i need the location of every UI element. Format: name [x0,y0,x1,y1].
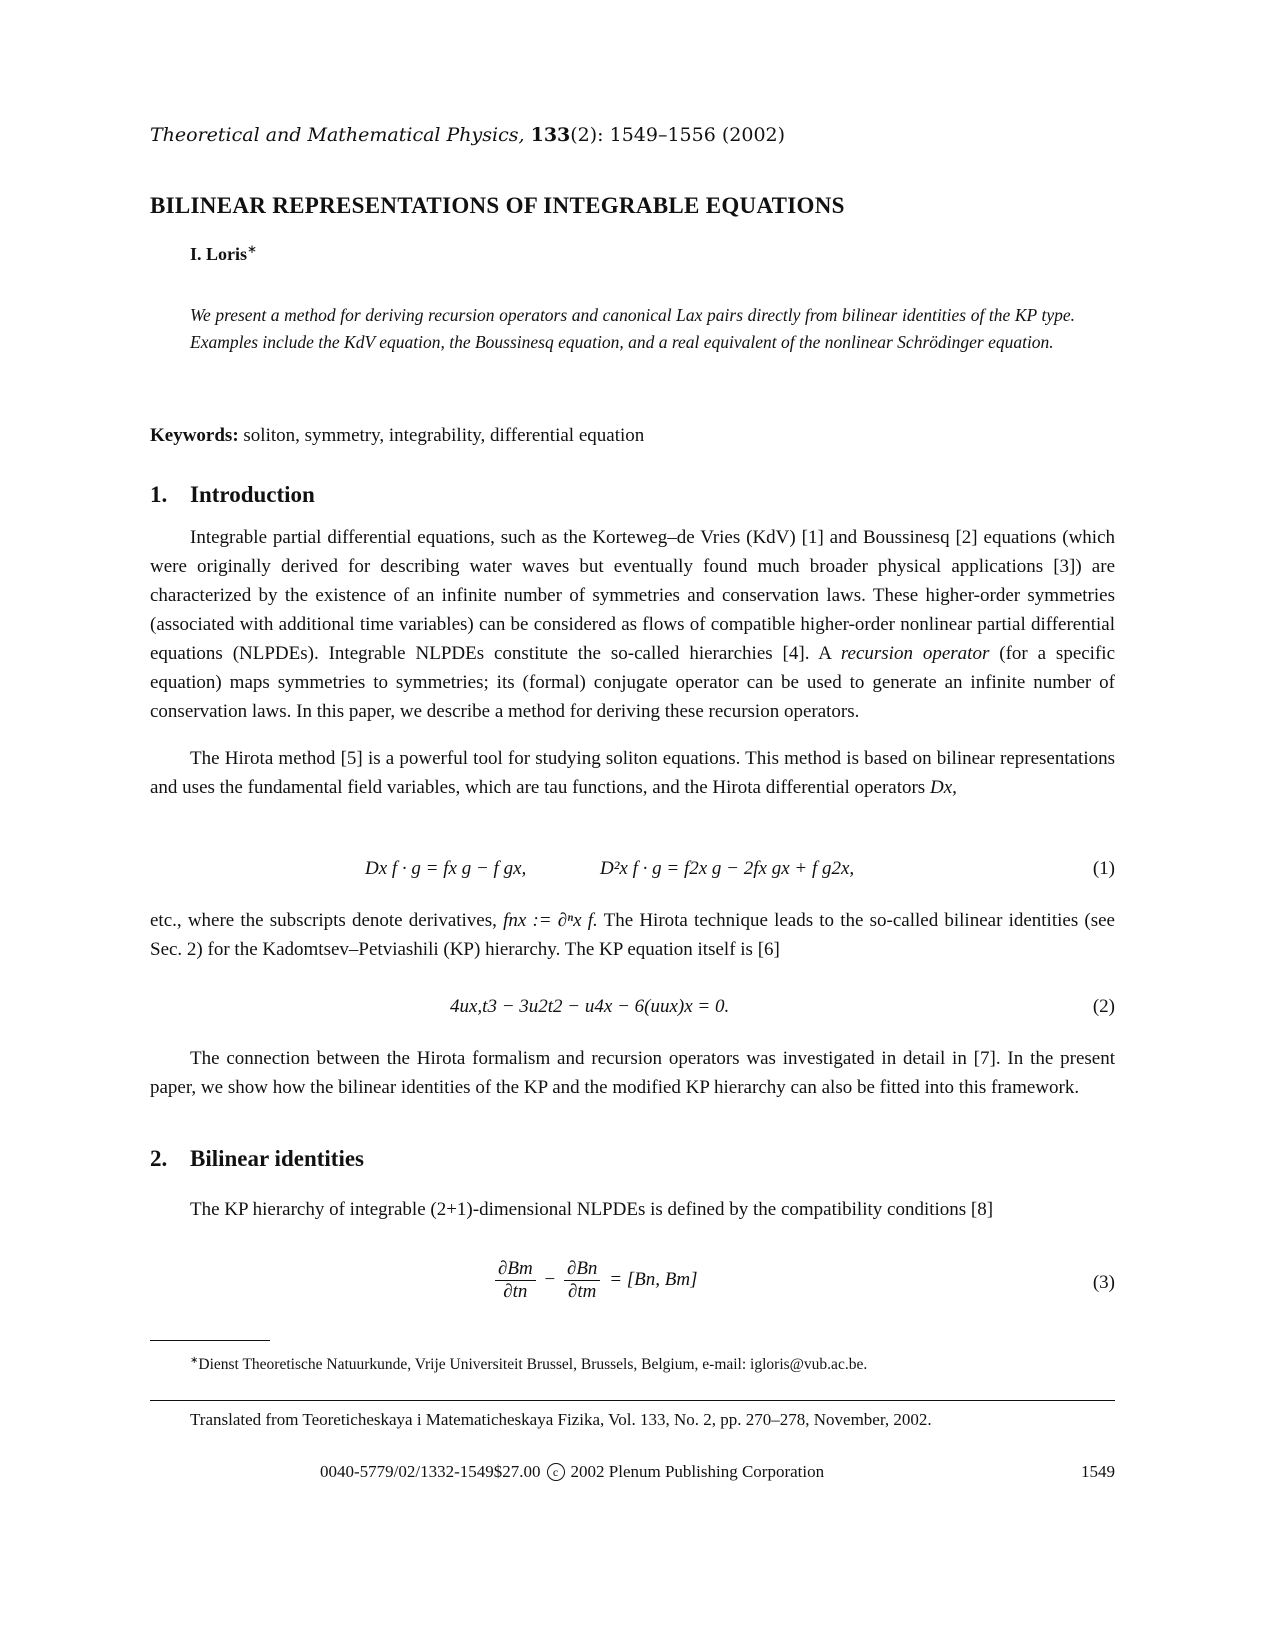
equation-2 [150,996,1115,1026]
intro-paragraph-1 [150,523,1115,726]
keywords-text: soliton, symmetry, integrability, differential equation [243,425,645,446]
equation-1-right: D²x f · g = f2x g − 2fx gx + f g2x, [600,858,855,879]
equation-3-fraction-2 [564,1258,601,1303]
journal-header [150,124,1115,146]
equation-3-fraction-1 [495,1258,536,1303]
intro-p1-text-a: Integrable partial differential equations, such as the Korteweg–de Vries (KdV) [1] and Boussinesq [2] equations (which were originally derived for describing water waves but eventually found much broader physical applications [3]) are characterized by the existence of an infinite number of symmetries and conservation laws. These higher-order symmetries (associated with additional time variables) can be considered as flows of compatible higher-order nonlinear partial differential equations (NLPDEs). Integrable NLPDEs constitute the so-called hierarchies [4]. A [150,527,1115,664]
translation-note: Translated from Teoreticheskaya i Matematicheskaya Fizika, Vol. 133, No. 2, pp. 270–278, November, 2002. [190,1410,932,1429]
equation-2-number: (2) [1092,996,1115,1017]
equation-3-den-2: ∂tm [567,1281,597,1302]
section-1-number: 1. [150,482,168,507]
equation-2-body: 4ux,t3 − 3u2t2 − u4x − 6(uux)x = 0. [450,996,730,1017]
section-2-number: 2. [150,1146,168,1171]
journal-issue-pages: (2): 1549–1556 (2002) [570,124,786,146]
intro-paragraph-2 [150,744,1115,802]
abstract: We present a method for deriving recursion operators and canonical Lax pairs directly from bilinear identities of the KP type. Examples include the KdV equation, the Boussinesq equation, and a real equivalent of the nonlinear Schrödinger equation. [190,305,1075,352]
intro-p3-text-a: etc., where the subscripts denote derivatives, [150,910,504,931]
copyright-text: 2002 Plenum Publishing Corporation [570,1462,825,1481]
keywords [150,425,1115,447]
footnote-rule [150,1340,270,1341]
equation-1 [150,858,1115,888]
bilinear-paragraph-1: The KP hierarchy of integrable (2+1)-dimensional NLPDEs is defined by the compatibility conditions [8] [190,1199,994,1220]
footnote-text: Dienst Theoretische Natuurkunde, Vrije Universiteit Brussel, Brussels, Belgium, e-mail: igloris@vub.ac.be. [198,1356,868,1374]
author [190,242,1155,265]
footnote [190,1355,867,1374]
footnote-mark: ∗ [190,1355,199,1366]
intro-p2-text: The Hirota method [5] is a powerful tool for studying soliton equations. This method is based on bilinear representations and uses the fundamental field variables, which are tau functions, and the Hirota differential operators [150,748,1115,798]
journal-volume: 133 [530,124,571,146]
author-footnote-mark[interactable]: ∗ [247,242,258,256]
intro-paragraph-4: The connection between the Hirota formalism and recursion operators was investigated in detail in [7]. In the present paper, we show how the bilinear identities of the KP and the modified KP hierarchy can also be fitted into this framework. [150,1048,1115,1098]
page-number: 1549 [1081,1462,1115,1481]
copyright-line [320,1462,824,1482]
keywords-label: Keywords: [150,425,239,446]
translation-rule [150,1400,1115,1401]
intro-p3-text-b: The Hirota technique leads to the so-called bilinear identities (see Sec. 2) for the Kadomtsev–Petviashili (KP) hierarchy. The KP equation itself is [6] [150,910,1115,960]
intro-p2-math: Dx, [929,777,957,798]
equation-1-number: (1) [1092,858,1115,879]
intro-p3-math: fnx := ∂ⁿx f. [503,910,598,931]
section-2-heading [150,1146,1115,1172]
intro-p1-emphasis: recursion operator [840,643,990,664]
equation-1-left: Dx f · g = fx g − f gx, [365,858,527,879]
section-2-title: Bilinear identities [190,1146,364,1171]
equation-3: $\frac{\partial Bm}{\partial tn}$ − $\frac{\partial Bn}{\partial tm}$ = [Bn, Bm] (3) [150,1258,1115,1314]
paper-title: BILINEAR REPRESENTATIONS OF INTEGRABLE EQUATIONS [150,193,845,218]
intro-paragraph-3 [150,906,1115,964]
section-1-title: Introduction [190,482,315,507]
journal-name: Theoretical and Mathematical Physics, [150,124,525,146]
intro-p1-text-b: (for a specific equation) maps symmetries to symmetries; its (formal) conjugate operator can be used to generate an infinite number of conservation laws. In this paper, we describe a method for deriving these recursion operators. [150,643,1116,722]
copyright-icon: c [547,1463,565,1481]
equation-3-num-1: ∂Bm [495,1258,536,1281]
copyright-code: 0040-5779/02/1332-1549$27.00 [320,1462,541,1481]
section-1-heading [150,482,1115,508]
equation-3-den-1: ∂tn [503,1281,528,1302]
equation-3-num-2: ∂Bn [564,1258,601,1281]
equation-3-number: (3) [1092,1272,1115,1293]
author-name: I. Loris [190,244,248,264]
equation-3-rhs: = [Bn, Bm] [609,1268,698,1290]
